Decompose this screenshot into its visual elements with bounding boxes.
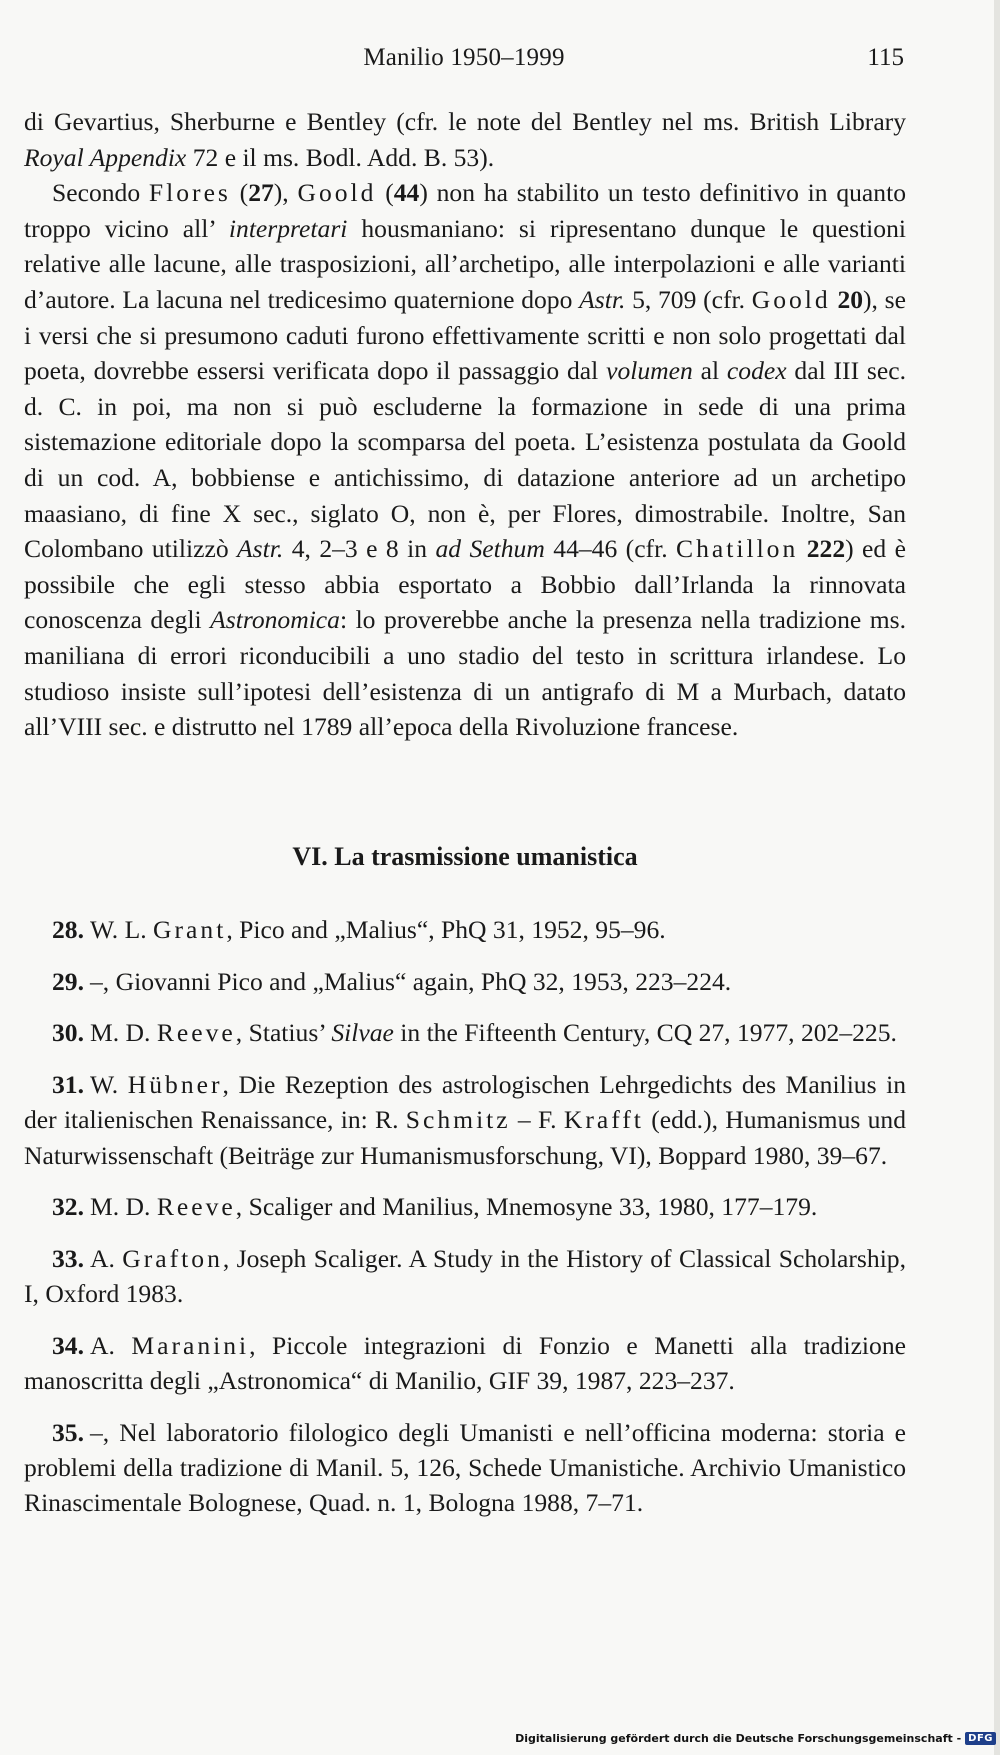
paragraph-flores: Secondo Flores (27), Goold (44) non ha stabilito un testo definitivo in quanto troppo vicino all’ interpretari housmaniano: si ripresentano dunque le questioni relative alle lacune, alle trasposizioni, all’archetipo, alle interpolazioni e alle varianti d’autore. La lacuna nel tredicesimo quaternione dopo Astr. 5, 709 (cfr. Goold 20), se i versi che si presumono caduti furono effettivamente scritti e non solo progettati dal poeta, dovrebbe essersi verificata dopo il passaggio dal volumen al codex dal III sec. d. C. in poi, ma non si può escluderne la formazione in sede di una prima sistemazione editoriale dopo la scomparsa del poeta. L’esistenza postulata da Goold di un cod. A, bobbiense e antichissimo, di datazione anteriore ad un archetipo maasiano, di fine X sec., siglato O, non è, per Flores, dimostrabile. Inoltre, San Colombano utilizzò Astr. 4, 2–3 e 8 in ad Sethum 44–46 (cfr. Chatillon 222) ed è possibile che egli stesso abbia esportato a Bobbio dall’Irlanda la rinnovata conoscenza degli Astronomica: lo proverebbe anche la presenza nella tradizione ms. maniliana di errori riconducibili a uno stadio del testo in scrittura irlandese. Lo studioso insiste sull’ipotesi dell’esistenza di un antigrafo di M a Murbach, datato all’VIII sec. e distrutto nel 1789 all’epoca della Rivoluzione francese.: [24, 178, 906, 742]
credit-text: Digitalisierung gefördert durch die Deutsche Forschungsgemeinschaft -: [515, 1731, 962, 1745]
bibliography-entry: 30. M. D. Reeve, Statius’ Silvae in the Fifteenth Century, CQ 27, 1977, 202–225.: [52, 1018, 897, 1048]
running-title: Manilio 1950–1999: [363, 44, 565, 71]
bibliography-list: [24, 912, 906, 1537]
page-number: 115: [867, 44, 904, 71]
bibliography-entry: 31. W. Hübner, Die Rezeption des astrologischen Lehrgedichts des Manilius in der italienischen Renaissance, in: R. Schmitz – F. Krafft (edd.), Humanismus und Naturwissenschaft (Beiträge zur Humanismusforschung, VI), Boppard 1980, 39–67.: [24, 1070, 907, 1170]
reference-number: 44: [393, 178, 420, 208]
reference-number: 222: [806, 534, 846, 564]
bibliography-entry: 32. M. D. Reeve, Scaliger and Manilius, Mnemosyne 33, 1980, 177–179.: [52, 1192, 818, 1222]
author-name: Goold: [751, 284, 831, 314]
digitization-credit: [515, 1729, 996, 1747]
reference-number: 20: [837, 284, 864, 314]
body-text: [24, 104, 906, 745]
bibliography-entry: 33. A. Grafton, Joseph Scaliger. A Study in the History of Classical Scholarship, I, Oxford 1983.: [24, 1243, 906, 1309]
author-name: Chatillon: [676, 534, 799, 564]
bibliography-entry: 28. W. L. Grant, Pico and „Malius“, PhQ 31, 1952, 95–96.: [52, 915, 666, 944]
reference-number: 27: [248, 178, 274, 208]
bibliography-entry: 29. –, Giovanni Pico and „Malius“ again, PhQ 32, 1953, 223–224.: [52, 966, 732, 996]
author-name: Goold: [297, 178, 377, 208]
section-heading: VI. La trasmissione umanistica: [292, 842, 638, 871]
bibliography-entry: 34. A. Maranini, Piccole integrazioni di Fonzio e Manetti alla tradizione manoscritta degli „Astronomica“ di Manilio, GIF 39, 1987, 223–237.: [24, 1330, 907, 1396]
page-edge: [994, 0, 1000, 1755]
dfg-logo: DFG: [965, 1732, 996, 1745]
page-header: [24, 44, 904, 84]
bibliography-entry: 35. –, Nel laboratorio filologico degli Umanisti e nell’officina moderna: storia e problemi della tradizione di Manil. 5, 126, Schede Umanistiche. Archivio Umanistico Rinascimentale Bolognese, Quad. n. 1, Bologna 1988, 7–71.: [24, 1417, 906, 1518]
paragraph-continuation: di Gevartius, Sherburne e Bentley (cfr. le note del Bentley nel ms. British Library Royal Appendix 72 e il ms. Bodl. Add. B. 53).: [24, 107, 906, 172]
author-name: Flores: [148, 178, 231, 208]
